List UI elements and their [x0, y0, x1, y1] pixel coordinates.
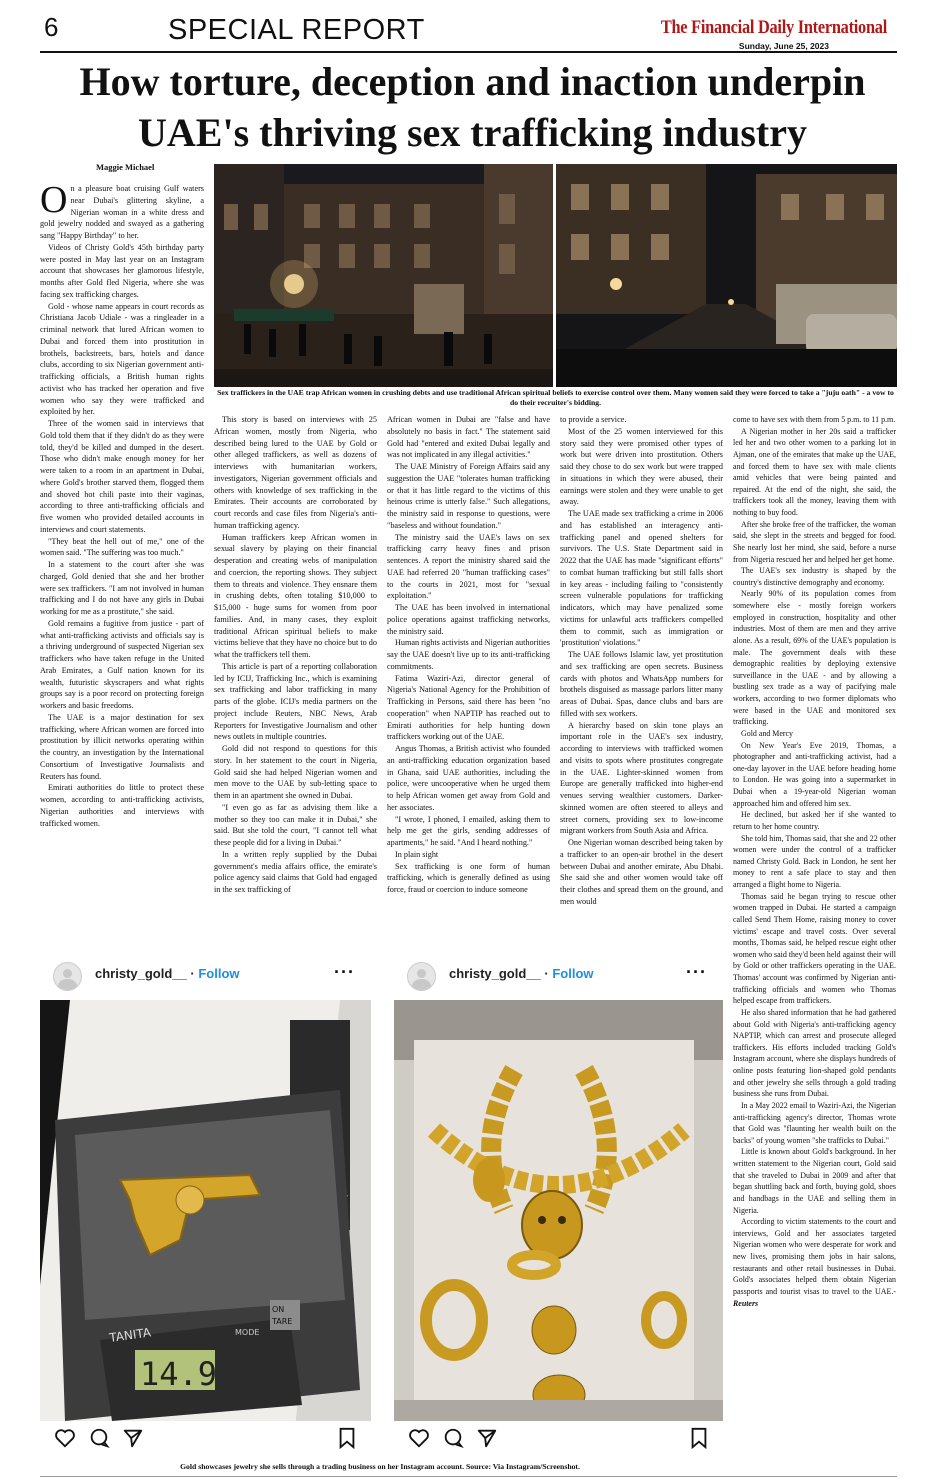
instagram-post-header: christy_gold__ · Follow ···: [394, 955, 723, 995]
paragraph: A hierarchy based on skin tone plays an important role in the UAE's sex industry, according to interviews with trafficked women and visits to spots where prostitutes congregate in the UAE. Lighter-skinned women from Europe are generally trafficked into higher-end venues serving wealthier customers. Darker-skinned women are often steered to alleys and street corners, providing sex to low-income migrant workers from South Asia and Africa.: [560, 720, 723, 836]
instagram-post-1: [40, 955, 371, 1457]
paragraph: The UAE made sex trafficking a crime in 2006 and has established an interagency anti-trafficking panel and opened shelters for survivors. The U.S. State Department said in 2022 that the UAE has made "significant efforts" to combat human trafficking but still falls short in key areas - including failing to "consistently screen vulnerable populations for trafficking indicators, which may have penalized some victims for unlawful acts traffickers compelled them to commit, such as immigration or 'prostitution' violations.": [560, 509, 723, 648]
avatar[interactable]: [407, 962, 436, 991]
night-road-photo: [556, 164, 897, 387]
paragraph: This article is part of a reporting collaboration led by ICIJ, Trafficking Inc., which is examining sex trafficking and labor trafficking in many parts of the globe. ICIJ's media partners on the project include Reuters, NBC News, Arab Reporters for Investigative Journalism and other news outlets in multiple countries.: [214, 661, 377, 742]
paragraph: Nearly 90% of its population comes from somewhere else - mostly foreign workers employed in construction, hospitality and other industries. Most of them are men and they arrive alone. As a result, 69% of the UAE's population is male. The government deals with these demographic realities by deploying extensive surveillance in the UAE - and by allowing a bustling sex trade as a way of pacifying male workers, according to two former diplomats who were based in the UAE and monitored sex trafficking.: [733, 589, 896, 727]
instagram-action-bar: [394, 1421, 723, 1457]
paragraph: Sex trafficking is one form of human trafficking, which is generally defined as using force, fraud or coercion to induce someone: [387, 861, 550, 894]
gold-pistol-on-scale-photo: [40, 1000, 371, 1421]
paragraph: Thomas said he began trying to rescue other women trapped in Dubai. He started a campaign called Send Them Home, raising money to cover victims' escape and travel costs. Over several months, Thomas said, he helped rescue eight other women who said they'd been held against their will by Gold or other traffickers operating in the UAE. Thomas' account was confirmed by Nigerian anti-trafficking officials and women who Thomas helped escape from traffickers.: [733, 891, 896, 1006]
paragraph: One Nigerian woman described being taken by a trafficker to an open-air brothel in the desert between Dubai and another emirate, Abu Dhabi. She said she and other women would take off their clothes and spread them on the ground, and men would: [560, 838, 723, 906]
more-options-icon[interactable]: ···: [334, 962, 355, 982]
paragraph: Fatima Waziri-Azi, director general of Nigeria's National Agency for the Prohibition of Trafficking in Persons, said there has been "no cooperation" when NAPTIP has reached out to Emirati authorities for help hunting down traffickers working out of the UAE.: [387, 673, 550, 742]
username[interactable]: christy_gold__: [95, 966, 187, 981]
bookmark-icon[interactable]: [337, 1427, 357, 1449]
byline: Maggie Michael: [96, 162, 155, 172]
username[interactable]: christy_gold__: [449, 966, 541, 981]
paragraph: Three of the women said in interviews that Gold told them that if they didn't do as they were told, they'd be killed and dumped in the desert. Those who didn't make enough money for her were taken to a room in an apartment in Dubai, where Gold's brother starved them, flogged them and shoved hot chili paste into their vaginas, according to three anti-trafficking officials and five women who provided detailed accounts in interviews and court statements.: [40, 419, 204, 534]
bottom-photo-caption: Gold showcases jewelry she sells through a trading business on her Instagram account. Source: Via Instagram/Screenshot.: [180, 1462, 580, 1471]
paragraph: The ministry said the UAE's laws on sex trafficking carry heavy fines and prison sentences. A report the ministry shared said the UAE had referred 20 "human trafficking cases" to the courts in 2021, most for "sexual exploitation.": [387, 532, 550, 601]
paragraph: Most of the 25 women interviewed for this story said they were promised other types of work but were driven into prostitution. Others said they chose to do sex work but were trapped in situations in which they were abused, their earnings were stolen and they were unable to get away.: [560, 426, 723, 507]
follow-button[interactable]: Follow: [198, 966, 240, 981]
footer-rule: [40, 1476, 897, 1477]
paragraph: The UAE follows Islamic law, yet prostitution and sex trafficking are open secrets. Business cards with photos and WhatsApp numbers for brothels disguised as massage parlors litter many areas of Dubai. Spas, dance clubs and bars are filled with sex workers.: [560, 650, 723, 718]
page-number: 6: [44, 12, 59, 42]
column-2: [214, 414, 377, 896]
instagram-post-2: [394, 955, 723, 1457]
follow-button[interactable]: Follow: [552, 966, 594, 981]
column-1: [40, 179, 204, 829]
paragraph: In a statement to the court after she was charged, Gold denied that she and her brother were sex traffickers. "I am not involved in human trafficking and I do not have any girls in Dubai working for me as a prostitute," she said.: [40, 560, 204, 616]
scale-mode-label: MODE: [235, 1328, 260, 1337]
paragraph: Emirati authorities do little to protect these women, according to anti-trafficking activists, Nigerian authorities and interviews with trafficked women.: [40, 783, 204, 828]
paragraph: to provide a service.: [560, 415, 627, 424]
instagram-action-bar: [40, 1421, 371, 1457]
paragraph: A Nigerian mother in her 20s said a trafficker led her and two other women to a parking lot in Ajman, one of the emirates that make up the UAE, and forced them to have sex with male clients amid vehicles that were being painted and repaired. At the end of the night, she said, the traffickers took all the money, leaving them with nothing to buy food.: [733, 426, 896, 517]
paragraph: On New Year's Eve 2019, Thomas, a photographer and anti-trafficking activist, had a one-day layover in the UAE before heading home to London. He was going into a supermarket in Dubai when a 19-year-old Nigerian woman approached him and offered him sex.: [733, 740, 896, 808]
masthead: The Financial Daily International: [660, 17, 887, 38]
more-options-icon[interactable]: ···: [686, 962, 707, 982]
heart-icon[interactable]: [54, 1427, 76, 1449]
paragraph: Gold remains a fugitive from justice - part of what anti-trafficking activists and officials say is a thriving underground of suspected Nigerian sex traffickers who have taken refuge in the United Arab Emirates, a Gulf nation known for its wealth, futuristic skyscrapers and what rights groups say is a poor record on protecting foreign workers and basic freedoms.: [40, 618, 204, 710]
subheading: In plain sight: [395, 849, 439, 859]
paragraph: She told him, Thomas said, that she and 22 other women were under the control of a trafficker named Christy Gold. Back in London, he sent her money to rent a safe place to stay and then arranged a flight home to Nigeria.: [733, 833, 896, 889]
paragraph: The UAE has been involved in international police operations against trafficking networks, the ministry said.: [387, 603, 550, 636]
paragraph: Videos of Christy Gold's 45th birthday party were posted in May last year on an Instagram account that showcases her glamorous lifestyle, months after Gold fled Nigeria, where she was facing sex trafficking charges.: [40, 242, 204, 299]
scale-tare-label: TARE: [272, 1317, 293, 1326]
signoff: -Reuters: [733, 1286, 896, 1308]
dropcap: O: [40, 179, 68, 221]
comment-icon[interactable]: [442, 1427, 464, 1449]
headline: How torture, deception and inaction underpin UAE's thriving sex trafficking industry: [79, 59, 866, 155]
issue-date: Sunday, June 25, 2023: [738, 41, 829, 51]
bookmark-icon[interactable]: [689, 1427, 709, 1449]
top-photo-caption: Sex traffickers in the UAE trap African women in crushing debts and use traditional African spiritual beliefs to exercise control over them. Many women said they were forced to take a "juju oath" - a vow to do their recruiter's bidding.: [217, 388, 894, 407]
paragraph: He declined, but asked her if she wanted to return to her home country.: [733, 810, 896, 831]
paragraph: The UAE's sex industry is shaped by the country's distinctive demography and economy.: [733, 566, 896, 587]
paragraph: Gold did not respond to questions for this story. In her statement to the court in Nigeria, Gold said she had helped Nigerian women and men move to the UAE by sub-letting space to them in an apartment she owned in Dubai.: [214, 744, 377, 800]
paragraph: The UAE is a major destination for sex trafficking, where African women are forced into prostitution by illicit networks operating within the country, an investigation by the International Consortium of Investigative Journalists and Reuters has found.: [40, 712, 204, 781]
paragraph: n a pleasure boat cruising Gulf waters near Dubai's glittering skyline, a Nigerian woman in a white dress and gold jewelry nodded and swayed as a gathering sang "Happy Birthday" to her.: [40, 184, 204, 240]
paragraph: He also shared information that he had gathered about Gold with Nigeria's anti-trafficking agency NAPTIP, which can arrest and prosecute alleged traffickers. His efforts included tracking Gold's Instagram account, where she displays hundreds of online posts featuring lion-shaped gold pendants and other jewelry she sells through a gold trading business she runs from Dubai.: [733, 1007, 896, 1099]
paragraph: In a May 2022 email to Waziri-Azi, the Nigerian anti-trafficking agency's director, Thomas wrote that Gold was "flaunting her wealth built on the backs" of young women "she trafficks to Dubai.": [733, 1100, 896, 1145]
paragraph: This story is based on interviews with 25 African women, mostly from Nigeria, who described being lured to the UAE by Gold or other alleged traffickers, as well as dozens of interviews with humanitarian workers, investigators, Nigerian government officials and others with knowledge of sex trafficking in the Emirates. Their accounts are corroborated by court records and case files from Nigeria's anti-human trafficking agency.: [214, 415, 377, 530]
avatar[interactable]: [53, 962, 82, 991]
paragraph: Little is known about Gold's background. In her written statement to the Nigerian court, Gold said that she traveled to Dubai in 2009 and after that began shuttling back and forth, buying gold, shoes and handbags in the UAE and selling them in Nigeria.: [733, 1147, 896, 1215]
paragraph: "I even go as far as advising them like a mother so they too can make it in Dubai," she said. But she told the court, "I cannot tell what these people did for a living in Dubai.": [214, 802, 377, 847]
paragraph: "They beat the hell out of me," one of the women said. "The suffering was too much.": [40, 536, 204, 558]
paragraph: African women in Dubai are "false and have absolutely no basis in fact." The statement said Gold had "entered and exited Dubai legally and was not implicated in any illegal activities.": [387, 415, 550, 460]
paragraph: Angus Thomas, a British activist who founded an anti-trafficking education organization based in Ghana, said UAE authorities, including the police, were uncooperative when he urged them to help African women get away from Gold and her associates.: [387, 744, 550, 812]
gold-jewelry-display-photo: [394, 1000, 723, 1421]
paragraph: In a written reply supplied by the Dubai government's media affairs office, the emirate's police agency said claims that Gold had engaged in the sex trafficking of: [214, 849, 377, 894]
column-4: [560, 414, 723, 908]
paragraph: Human rights activists and Nigerian authorities say the UAE doesn't live up to its anti-trafficking commitments.: [387, 638, 550, 671]
paragraph: Human traffickers keep African women in sexual slavery by playing on their financial desperation and creating webs of manipulation and coercion, the reporting shows. They subject them to threats and violence. They ensnare them in crushing debts, often totaling $10,000 to $15,000 - huge sums for women from poor families. And, in many cases, they exploit traditional African spiritual beliefs to make victims believe that they have no choice but to do what the traffickers tell them.: [214, 532, 377, 659]
subheading: Gold and Mercy: [741, 728, 794, 738]
paragraph: According to victim statements to the court and interviews, Gold and her associates targeted Nigerian women who were desperate for work and new lives, promising them jobs in hair salons, restaurants and other retail businesses in Dubai. Gold's associates helped them obtain Nigerian passports and tourist visas to travel to the UAE.: [733, 1217, 896, 1296]
night-street-photo: [214, 164, 553, 387]
column-5: [733, 414, 896, 1309]
paragraph: come to have sex with them from 5 p.m. to 11 p.m.: [733, 415, 896, 424]
section-title: SPECIAL REPORT: [168, 14, 425, 46]
share-icon[interactable]: [476, 1427, 498, 1449]
paragraph: After she broke free of the trafficker, the woman said, she slept in the streets and begged for food. She nearly lost her mind, she said, before a nurse from Nigeria rescued her and helped her get home.: [733, 519, 896, 564]
instagram-post-header: christy_gold__ · Follow ···: [40, 955, 371, 995]
paragraph: The UAE Ministry of Foreign Affairs said any suggestion the UAE "tolerates human trafficking or that it has little regard to the victims of this heinous crime is utterly false." Such allegations, the ministry said in response to questions, were "baseless and without foundation.": [387, 462, 550, 530]
comment-icon[interactable]: [88, 1427, 110, 1449]
scale-brand: TANITA: [108, 1325, 152, 1345]
scale-reading: 14.9: [140, 1355, 218, 1393]
share-icon[interactable]: [122, 1427, 144, 1449]
column-3: [387, 414, 550, 896]
heart-icon[interactable]: [408, 1427, 430, 1449]
scale-on-label: ON: [272, 1305, 285, 1314]
paragraph: "I wrote, I phoned, I emailed, asking them to help me get the girls, sending addresses of apartments," he said. "And I heard nothing.": [387, 814, 550, 847]
paragraph: Gold - whose name appears in court records as Christiana Jacob Udiale - was a ringleader in a criminal network that lured African women to Dubai and forced them into prostitution in brothels, backstreets, bars, hotels and dance clubs, according to six Nigerian government anti-trafficking officials, a British human rights activist who has tracked her operation and five women who say they were trafficked and exploited by her.: [40, 301, 204, 417]
header-rule: [40, 51, 897, 53]
